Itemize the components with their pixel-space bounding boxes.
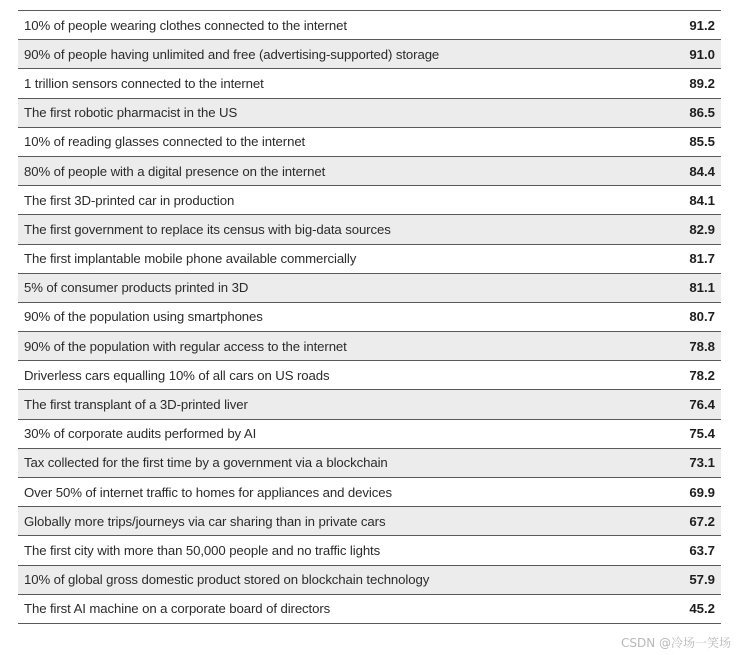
row-value: 78.8	[689, 338, 715, 354]
table-row	[18, 157, 721, 186]
row-label: 10% of reading glasses connected to the internet	[24, 134, 306, 150]
table-row	[18, 11, 721, 40]
table-row	[18, 536, 721, 565]
table-row	[18, 420, 721, 449]
row-value: 67.2	[689, 513, 715, 529]
table-row	[18, 274, 721, 303]
row-value: 81.1	[689, 280, 715, 296]
row-label: The first robotic pharmacist in the US	[24, 105, 238, 121]
row-label: 80% of people with a digital presence on the internet	[24, 163, 326, 179]
row-label: 1 trillion sensors connected to the internet	[24, 75, 264, 91]
table-row	[18, 390, 721, 419]
row-value: 85.5	[689, 134, 715, 150]
row-label: Globally more trips/journeys via car sharing than in private cars	[24, 513, 386, 529]
table-row	[18, 245, 721, 274]
table-row	[18, 566, 721, 595]
row-label: 90% of the population with regular access to the internet	[24, 338, 347, 354]
row-value: 73.1	[689, 455, 715, 471]
tipping-points-table	[18, 10, 721, 624]
row-value: 82.9	[689, 221, 715, 237]
row-label: 30% of corporate audits performed by AI	[24, 426, 257, 442]
row-value: 75.4	[689, 426, 715, 442]
row-label: The first transplant of a 3D-printed liver	[24, 397, 248, 413]
row-label: Tax collected for the first time by a government via a blockchain	[24, 455, 388, 471]
table-row	[18, 303, 721, 332]
row-value: 78.2	[689, 367, 715, 383]
row-label: 90% of people having unlimited and free (advertising-supported) storage	[24, 46, 440, 62]
row-value: 80.7	[689, 309, 715, 325]
row-value: 81.7	[689, 251, 715, 267]
row-value: 91.0	[689, 46, 715, 62]
table-row	[18, 595, 721, 624]
table-row	[18, 507, 721, 536]
row-label: 10% of people wearing clothes connected to the internet	[24, 17, 347, 33]
row-value: 91.2	[689, 17, 715, 33]
row-label: The first government to replace its census with big-data sources	[24, 221, 391, 237]
table-row	[18, 478, 721, 507]
row-value: 69.9	[689, 484, 715, 500]
row-value: 76.4	[689, 397, 715, 413]
row-value: 89.2	[689, 75, 715, 91]
row-value: 45.2	[689, 601, 715, 617]
row-label: The first AI machine on a corporate board of directors	[24, 601, 331, 617]
table-row	[18, 40, 721, 69]
row-label: 90% of the population using smartphones	[24, 309, 263, 325]
table-row	[18, 99, 721, 128]
row-value: 63.7	[689, 542, 715, 558]
row-value: 84.4	[689, 163, 715, 179]
row-label: The first city with more than 50,000 people and no traffic lights	[24, 542, 381, 558]
table-row	[18, 449, 721, 478]
watermark: CSDN @冷场一笑场	[620, 636, 731, 650]
row-value: 57.9	[689, 572, 715, 588]
row-label: Over 50% of internet traffic to homes for appliances and devices	[24, 484, 392, 500]
table-row	[18, 128, 721, 157]
table-row	[18, 332, 721, 361]
row-value: 84.1	[689, 192, 715, 208]
row-label: 10% of global gross domestic product stored on blockchain technology	[24, 572, 430, 588]
table-row	[18, 361, 721, 390]
row-label: The first implantable mobile phone available commercially	[24, 251, 357, 267]
row-value: 86.5	[689, 105, 715, 121]
row-label: 5% of consumer products printed in 3D	[24, 280, 249, 296]
row-label: Driverless cars equalling 10% of all cars on US roads	[24, 367, 330, 383]
table-row	[18, 186, 721, 215]
row-label: The first 3D-printed car in production	[24, 192, 235, 208]
table-row	[18, 69, 721, 98]
table-row	[18, 215, 721, 244]
